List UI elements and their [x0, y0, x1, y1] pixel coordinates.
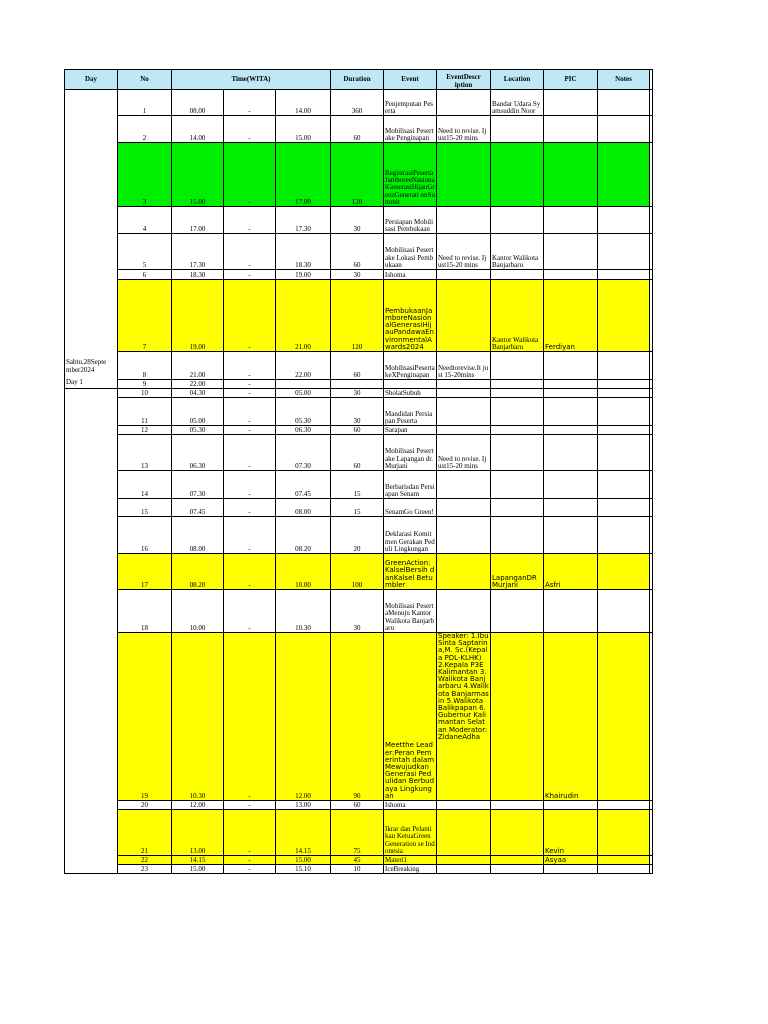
duration-cell[interactable]: 120: [331, 143, 384, 207]
event-cell[interactable]: Mobilisasi Pesertake Penginapan: [384, 116, 437, 143]
notes-cell[interactable]: [598, 517, 650, 554]
event-description-cell[interactable]: [437, 380, 491, 389]
location-cell[interactable]: Kantor Walikota Banjarbaru: [491, 280, 544, 352]
time-separator-cell[interactable]: -: [224, 280, 276, 352]
start-time-cell[interactable]: 06.30: [172, 435, 224, 471]
table-row: [65, 517, 653, 554]
end-time-cell[interactable]: 10.00: [276, 554, 331, 590]
start-time-cell[interactable]: 05.30: [172, 426, 224, 435]
day-cell[interactable]: [65, 90, 118, 389]
end-time-cell[interactable]: 05.30: [276, 398, 331, 426]
no-cell[interactable]: 21: [118, 810, 172, 856]
location-cell[interactable]: [491, 801, 544, 810]
event-cell[interactable]: Mobilisasi Pesertake Lokasi Pembukaan: [384, 234, 437, 270]
no-cell[interactable]: 3: [118, 143, 172, 207]
end-time-cell[interactable]: 17.30: [276, 207, 331, 234]
duration-cell[interactable]: 45: [331, 856, 384, 865]
table-row: [65, 389, 653, 398]
start-time-cell[interactable]: 14.15: [172, 856, 224, 865]
blank-cell[interactable]: [650, 116, 653, 143]
blank-cell[interactable]: [650, 389, 653, 398]
notes-cell[interactable]: [598, 234, 650, 270]
pic-cell[interactable]: [544, 499, 598, 517]
table-row: [65, 270, 653, 280]
pic-cell[interactable]: [544, 270, 598, 280]
notes-cell[interactable]: [598, 270, 650, 280]
no-cell[interactable]: 5: [118, 234, 172, 270]
blank-cell[interactable]: [650, 143, 653, 207]
event-cell[interactable]: MobilisasiPeserta keXPenginapan: [384, 352, 437, 380]
duration-cell[interactable]: 30: [331, 270, 384, 280]
start-time-cell[interactable]: 12.00: [172, 801, 224, 810]
location-cell[interactable]: [491, 435, 544, 471]
notes-cell[interactable]: [598, 590, 650, 633]
header-row: [65, 70, 653, 90]
duration-cell[interactable]: 360: [331, 90, 384, 116]
table-row: [65, 471, 653, 499]
notes-cell[interactable]: [598, 398, 650, 426]
header-day[interactable]: Day: [65, 70, 118, 90]
table-row: [65, 280, 653, 352]
event-description-cell[interactable]: [437, 590, 491, 633]
notes-cell[interactable]: [598, 90, 650, 116]
location-cell[interactable]: [491, 398, 544, 426]
location-cell[interactable]: [491, 426, 544, 435]
pic-cell[interactable]: [544, 517, 598, 554]
time-separator-cell[interactable]: -: [224, 352, 276, 380]
notes-cell[interactable]: [598, 810, 650, 856]
header-duration[interactable]: Duration: [331, 70, 384, 90]
event-cell[interactable]: RegistrasiPeserta JamboreeNasionalGenerasiHijauGreenGenerati onSummit: [384, 143, 437, 207]
start-time-cell[interactable]: 15.00: [172, 865, 224, 874]
blank-cell[interactable]: [650, 380, 653, 389]
event-cell[interactable]: IceBreaking: [384, 865, 437, 874]
notes-cell[interactable]: [598, 865, 650, 874]
table-row: [65, 398, 653, 426]
table-row: [65, 810, 653, 856]
blank-cell[interactable]: [650, 90, 653, 116]
event-description-cell[interactable]: Speaker: 1.IbuSinta Saptarina,M. Sc.(Kepala PDL-KLHK) 2.Kepala P3E Kalimantan 3.Walikota Banjarbaru 4.Walikota Banjarmasin 5.Walikota Balikpapan 6.Gubernur Kalimantan Selatan Moderator: ZidaneAdha: [437, 633, 491, 801]
event-description-cell[interactable]: [437, 856, 491, 865]
event-description-cell[interactable]: Need to revise. Ijust15-20 mins: [437, 435, 491, 471]
pic-cell[interactable]: [544, 389, 598, 398]
duration-cell[interactable]: 10: [331, 865, 384, 874]
end-time-cell[interactable]: 15.00: [276, 856, 331, 865]
pic-cell[interactable]: [544, 435, 598, 471]
table-row: [65, 116, 653, 143]
header-location[interactable]: Location: [491, 70, 544, 90]
blank-cell[interactable]: [650, 856, 653, 865]
location-cell[interactable]: [491, 590, 544, 633]
end-time-cell[interactable]: 17.00: [276, 143, 331, 207]
start-time-cell[interactable]: 17.00: [172, 207, 224, 234]
location-cell[interactable]: [491, 865, 544, 874]
end-time-cell[interactable]: 14.15: [276, 810, 331, 856]
duration-cell[interactable]: 75: [331, 810, 384, 856]
schedule-table: [64, 69, 653, 874]
notes-cell[interactable]: [598, 856, 650, 865]
start-time-cell[interactable]: 15.00: [172, 143, 224, 207]
duration-cell[interactable]: 30: [331, 389, 384, 398]
time-separator-cell[interactable]: -: [224, 90, 276, 116]
blank-cell[interactable]: [650, 554, 653, 590]
location-cell[interactable]: Kantor Walikota Banjarbaru: [491, 234, 544, 270]
duration-cell[interactable]: 30: [331, 398, 384, 426]
no-cell[interactable]: 9: [118, 380, 172, 389]
time-separator-cell[interactable]: -: [224, 554, 276, 590]
duration-cell[interactable]: 20: [331, 517, 384, 554]
pic-cell[interactable]: [544, 143, 598, 207]
start-time-cell[interactable]: 21.00: [172, 352, 224, 380]
event-description-cell[interactable]: Need to revise. Ijust15-20 mins: [437, 116, 491, 143]
table-row: [65, 856, 653, 865]
event-description-cell[interactable]: [437, 398, 491, 426]
end-time-cell[interactable]: 06.30: [276, 426, 331, 435]
pic-cell[interactable]: [544, 801, 598, 810]
pic-cell[interactable]: Asfri: [544, 554, 598, 590]
notes-cell[interactable]: [598, 143, 650, 207]
notes-cell[interactable]: [598, 280, 650, 352]
pic-cell[interactable]: [544, 352, 598, 380]
event-description-cell[interactable]: [437, 207, 491, 234]
duration-cell[interactable]: 120: [331, 280, 384, 352]
table-row: [65, 499, 653, 517]
location-cell[interactable]: [491, 499, 544, 517]
pic-cell[interactable]: [544, 90, 598, 116]
header-no[interactable]: No: [118, 70, 172, 90]
pic-cell[interactable]: [544, 234, 598, 270]
no-cell[interactable]: 20: [118, 801, 172, 810]
event-cell[interactable]: Deklarasi Komitmen Gerakan Peduli Lingkungan: [384, 517, 437, 554]
event-description-cell[interactable]: [437, 426, 491, 435]
end-time-cell[interactable]: 18.30: [276, 234, 331, 270]
end-time-cell[interactable]: 05.00: [276, 389, 331, 398]
blank-cell[interactable]: [650, 471, 653, 499]
no-cell[interactable]: 8: [118, 352, 172, 380]
duration-cell[interactable]: 15: [331, 499, 384, 517]
location-cell[interactable]: [491, 207, 544, 234]
blank-cell[interactable]: [650, 398, 653, 426]
time-separator-cell[interactable]: -: [224, 207, 276, 234]
table-row: [65, 435, 653, 471]
event-description-cell[interactable]: [437, 517, 491, 554]
blank-cell[interactable]: [650, 280, 653, 352]
start-time-cell[interactable]: 07.45: [172, 499, 224, 517]
pic-cell[interactable]: [544, 398, 598, 426]
end-time-cell[interactable]: 19.00: [276, 270, 331, 280]
event-cell[interactable]: Materi1: [384, 856, 437, 865]
no-cell[interactable]: 12: [118, 426, 172, 435]
time-separator-cell[interactable]: -: [224, 499, 276, 517]
start-time-cell[interactable]: 18.30: [172, 270, 224, 280]
no-cell[interactable]: 14: [118, 471, 172, 499]
table-row: [65, 426, 653, 435]
time-separator-cell[interactable]: -: [224, 517, 276, 554]
end-time-cell[interactable]: 14.00: [276, 90, 331, 116]
day-number: Day 1: [66, 377, 83, 386]
time-separator-cell[interactable]: -: [224, 426, 276, 435]
event-description-cell[interactable]: [437, 801, 491, 810]
notes-cell[interactable]: [598, 352, 650, 380]
duration-cell[interactable]: 15: [331, 471, 384, 499]
event-description-cell[interactable]: [437, 471, 491, 499]
notes-cell[interactable]: [598, 380, 650, 389]
start-time-cell[interactable]: 04.30: [172, 389, 224, 398]
no-cell[interactable]: 16: [118, 517, 172, 554]
event-description-cell[interactable]: [437, 90, 491, 116]
start-time-cell[interactable]: 10.30: [172, 633, 224, 801]
table-row: [65, 633, 653, 801]
start-time-cell[interactable]: 08.00: [172, 517, 224, 554]
blank-cell[interactable]: [650, 435, 653, 471]
location-cell[interactable]: [491, 380, 544, 389]
event-description-cell[interactable]: [437, 554, 491, 590]
time-separator-cell[interactable]: -: [224, 398, 276, 426]
duration-cell[interactable]: 60: [331, 234, 384, 270]
no-cell[interactable]: 15: [118, 499, 172, 517]
event-description-cell[interactable]: [437, 499, 491, 517]
duration-cell[interactable]: 60: [331, 116, 384, 143]
start-time-cell[interactable]: 07.30: [172, 471, 224, 499]
event-description-cell[interactable]: [437, 865, 491, 874]
blank-cell[interactable]: [650, 590, 653, 633]
notes-cell[interactable]: [598, 471, 650, 499]
header-blank[interactable]: [650, 70, 653, 90]
no-cell[interactable]: 2: [118, 116, 172, 143]
start-time-cell[interactable]: 08.20: [172, 554, 224, 590]
day-cell[interactable]: [65, 389, 118, 874]
event-cell[interactable]: Mandidan Persiapan Peserta: [384, 398, 437, 426]
time-separator-cell[interactable]: -: [224, 143, 276, 207]
event-cell[interactable]: Ishoma: [384, 270, 437, 280]
no-cell[interactable]: 7: [118, 280, 172, 352]
table-row: [65, 380, 653, 389]
time-separator-cell[interactable]: -: [224, 856, 276, 865]
time-separator-cell[interactable]: -: [224, 633, 276, 801]
location-cell[interactable]: [491, 270, 544, 280]
end-time-cell[interactable]: 07.45: [276, 471, 331, 499]
location-cell[interactable]: [491, 116, 544, 143]
duration-cell[interactable]: 60: [331, 435, 384, 471]
schedule-body: [65, 90, 653, 874]
table-row: [65, 554, 653, 590]
event-description-cell[interactable]: [437, 270, 491, 280]
no-cell[interactable]: 11: [118, 398, 172, 426]
blank-cell[interactable]: [650, 865, 653, 874]
start-time-cell[interactable]: 19.00: [172, 280, 224, 352]
header-event[interactable]: Event: [384, 70, 437, 90]
notes-cell[interactable]: [598, 554, 650, 590]
pic-cell[interactable]: Kevin: [544, 810, 598, 856]
no-cell[interactable]: 19: [118, 633, 172, 801]
no-cell[interactable]: 22: [118, 856, 172, 865]
notes-cell[interactable]: [598, 207, 650, 234]
blank-cell[interactable]: [650, 499, 653, 517]
time-separator-cell[interactable]: -: [224, 234, 276, 270]
time-separator-cell[interactable]: -: [224, 801, 276, 810]
end-time-cell[interactable]: 15.10: [276, 865, 331, 874]
blank-cell[interactable]: [650, 517, 653, 554]
start-time-cell[interactable]: 17.30: [172, 234, 224, 270]
day-label: Sabtu,28Septe mber2024: [66, 358, 107, 374]
event-cell[interactable]: SholatSubuh: [384, 389, 437, 398]
notes-cell[interactable]: [598, 499, 650, 517]
blank-cell[interactable]: [650, 426, 653, 435]
location-cell[interactable]: [491, 389, 544, 398]
pic-cell[interactable]: Asyaa: [544, 856, 598, 865]
table-row: [65, 801, 653, 810]
blank-cell[interactable]: [650, 234, 653, 270]
pic-cell[interactable]: [544, 865, 598, 874]
event-cell[interactable]: Berbarisdan Persiapan Senam: [384, 471, 437, 499]
event-description-cell[interactable]: [437, 389, 491, 398]
time-separator-cell[interactable]: -: [224, 471, 276, 499]
event-description-cell[interactable]: [437, 143, 491, 207]
event-cell[interactable]: Ikrar dan Pelantikan KetuaGreen Generation se Indonesia: [384, 810, 437, 856]
start-time-cell[interactable]: 08.00: [172, 90, 224, 116]
location-cell[interactable]: [491, 810, 544, 856]
no-cell[interactable]: 23: [118, 865, 172, 874]
blank-cell[interactable]: [650, 801, 653, 810]
pic-cell[interactable]: Ferdiyan: [544, 280, 598, 352]
event-cell[interactable]: Mobilisasi PesertaMenuju Kantor Walikota Banjarbaru: [384, 590, 437, 633]
duration-cell[interactable]: 30: [331, 590, 384, 633]
pic-cell[interactable]: [544, 116, 598, 143]
event-cell[interactable]: Penjemputan Peserta: [384, 90, 437, 116]
event-cell[interactable]: SenamGo Green!: [384, 499, 437, 517]
no-cell[interactable]: 18: [118, 590, 172, 633]
table-row: [65, 234, 653, 270]
end-time-cell[interactable]: 08.20: [276, 517, 331, 554]
blank-cell[interactable]: [650, 633, 653, 801]
time-separator-cell[interactable]: -: [224, 810, 276, 856]
time-separator-cell[interactable]: -: [224, 865, 276, 874]
event-description-cell[interactable]: [437, 810, 491, 856]
table-row: [65, 207, 653, 234]
time-separator-cell[interactable]: -: [224, 270, 276, 280]
notes-cell[interactable]: [598, 801, 650, 810]
duration-cell[interactable]: 100: [331, 554, 384, 590]
event-description-cell[interactable]: Need to revise. Ijust15-20 mins: [437, 234, 491, 270]
event-cell[interactable]: Persiapan Mobilisasi Pembukaan: [384, 207, 437, 234]
time-separator-cell[interactable]: -: [224, 116, 276, 143]
event-cell[interactable]: GreenAction: KalselBersih danKalsel Betumbler: [384, 554, 437, 590]
time-separator-cell[interactable]: -: [224, 389, 276, 398]
time-separator-cell[interactable]: -: [224, 380, 276, 389]
event-description-cell[interactable]: [437, 280, 491, 352]
duration-cell[interactable]: 60: [331, 352, 384, 380]
table-row: [65, 143, 653, 207]
blank-cell[interactable]: [650, 207, 653, 234]
header-pic[interactable]: PIC: [544, 70, 598, 90]
end-time-cell[interactable]: 15.00: [276, 116, 331, 143]
end-time-cell[interactable]: 12.00: [276, 633, 331, 801]
location-cell[interactable]: [491, 352, 544, 380]
duration-cell[interactable]: 30: [331, 207, 384, 234]
start-time-cell[interactable]: 22.00: [172, 380, 224, 389]
end-time-cell[interactable]: 10.30: [276, 590, 331, 633]
event-description-cell[interactable]: Needtorevise.It just 15-20mins: [437, 352, 491, 380]
no-cell[interactable]: 6: [118, 270, 172, 280]
start-time-cell[interactable]: 05.00: [172, 398, 224, 426]
location-cell[interactable]: [491, 143, 544, 207]
duration-cell[interactable]: 90: [331, 633, 384, 801]
event-cell[interactable]: [384, 380, 437, 389]
notes-cell[interactable]: [598, 435, 650, 471]
table-row: [65, 865, 653, 874]
notes-cell[interactable]: [598, 116, 650, 143]
no-cell[interactable]: 17: [118, 554, 172, 590]
start-time-cell[interactable]: 10.00: [172, 590, 224, 633]
blank-cell[interactable]: [650, 270, 653, 280]
pic-cell[interactable]: [544, 380, 598, 389]
pic-cell[interactable]: [544, 207, 598, 234]
location-cell[interactable]: [491, 517, 544, 554]
table-row: [65, 352, 653, 380]
event-cell[interactable]: Meetthe Leader:Peran Pemerintah dalam Mewujudkan Generasi Pedulidan Berbudaya Lingkungan: [384, 633, 437, 801]
no-cell[interactable]: 10: [118, 389, 172, 398]
no-cell[interactable]: 13: [118, 435, 172, 471]
location-cell[interactable]: Bandar Udara Syamsuddin Noor: [491, 90, 544, 116]
table-row: [65, 590, 653, 633]
notes-cell[interactable]: [598, 389, 650, 398]
event-cell[interactable]: PembukaanJamboreNasionalGenerasiHijauPandawaEnvironmentalAwards2024: [384, 280, 437, 352]
location-cell[interactable]: [491, 633, 544, 801]
time-separator-cell[interactable]: -: [224, 435, 276, 471]
duration-cell[interactable]: 60: [331, 426, 384, 435]
end-time-cell[interactable]: 22.00: [276, 352, 331, 380]
header-notes[interactable]: Notes: [598, 70, 650, 90]
end-time-cell[interactable]: [276, 380, 331, 389]
start-time-cell[interactable]: 14.00: [172, 116, 224, 143]
start-time-cell[interactable]: 13.00: [172, 810, 224, 856]
location-cell[interactable]: LapanganDR Murjani: [491, 554, 544, 590]
pic-cell[interactable]: Khairudin: [544, 633, 598, 801]
event-cell[interactable]: Mobilisasi Pesertake Lapangan dr. Murjani: [384, 435, 437, 471]
pic-cell[interactable]: [544, 426, 598, 435]
notes-cell[interactable]: [598, 633, 650, 801]
end-time-cell[interactable]: 21.00: [276, 280, 331, 352]
no-cell[interactable]: 4: [118, 207, 172, 234]
duration-cell[interactable]: [331, 380, 384, 389]
end-time-cell[interactable]: 08.00: [276, 499, 331, 517]
blank-cell[interactable]: [650, 352, 653, 380]
event-cell[interactable]: Ishoma: [384, 801, 437, 810]
table-row: [65, 90, 653, 116]
pic-cell[interactable]: [544, 471, 598, 499]
end-time-cell[interactable]: 07.30: [276, 435, 331, 471]
header-event-description[interactable]: EventDescr iption: [437, 70, 491, 90]
location-cell[interactable]: [491, 856, 544, 865]
notes-cell[interactable]: [598, 426, 650, 435]
header-time[interactable]: Time(WITA): [172, 70, 331, 90]
pic-cell[interactable]: [544, 590, 598, 633]
no-cell[interactable]: 1: [118, 90, 172, 116]
event-cell[interactable]: Sarapan: [384, 426, 437, 435]
duration-cell[interactable]: 60: [331, 801, 384, 810]
time-separator-cell[interactable]: -: [224, 590, 276, 633]
location-cell[interactable]: [491, 471, 544, 499]
end-time-cell[interactable]: 13.00: [276, 801, 331, 810]
blank-cell[interactable]: [650, 810, 653, 856]
